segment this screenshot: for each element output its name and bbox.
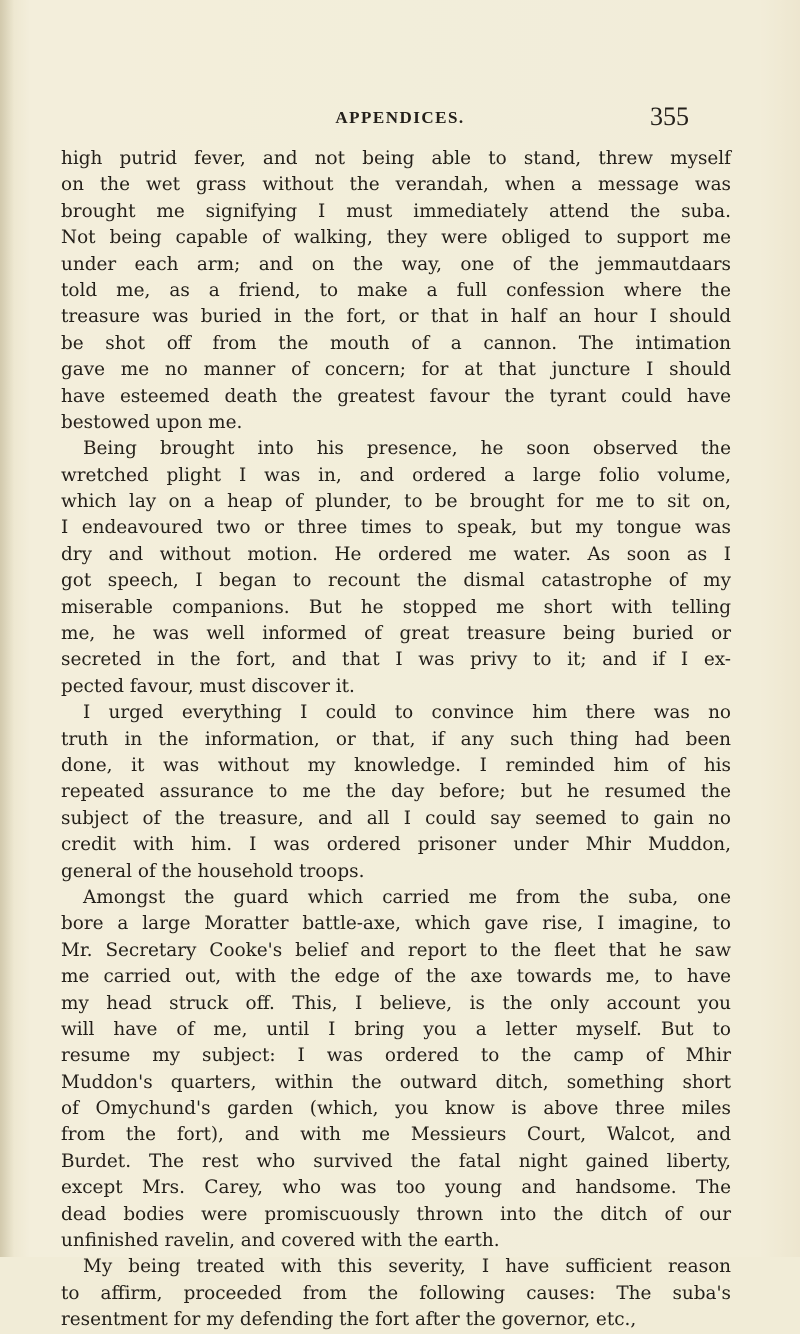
text-line: got speech, I began to recount the dismal catastrophe of my: [61, 570, 731, 592]
text-line: credit with him. I was ordered prisoner under Mhir Muddon,: [61, 834, 731, 856]
running-head: [0, 102, 800, 136]
text-line: except Mrs. Carey, who was too young and handsome. The: [61, 1177, 731, 1199]
text-line: general of the household troops.: [61, 860, 365, 882]
text-line: Muddon's quarters, within the outward ditch, something short: [61, 1071, 731, 1093]
text-line: from the fort), and with me Messieurs Court, Walcot, and: [61, 1124, 731, 1146]
text-line: me, he was well informed of great treasure being buried or: [61, 623, 731, 645]
text-line: under each arm; and on the way, one of the jemmautdaars: [61, 253, 731, 275]
text-line: I urged everything I could to convince him there was no: [83, 702, 731, 724]
text-line: I endeavoured two or three times to speak, but my tongue was: [61, 517, 731, 539]
text-line: dead bodies were promiscuously thrown into the ditch of our: [61, 1203, 731, 1225]
text-line: miserable companions. But he stopped me short with telling: [61, 596, 731, 618]
text-line: secreted in the fort, and that I was privy to it; and if I ex-: [61, 649, 731, 671]
text-line: resume my subject: I was ordered to the camp of Mhir: [61, 1045, 731, 1067]
text-line: my head struck off. This, I believe, is the only account you: [61, 992, 731, 1014]
text-line: repeated assurance to me the day before; but he resumed the: [61, 781, 731, 803]
text-line: treasure was buried in the fort, or that in half an hour I should: [61, 306, 731, 328]
text-line: which lay on a heap of plunder, to be brought for me to sit on,: [61, 491, 731, 513]
text-line: My being treated with this severity, I have sufficient reason: [83, 1256, 731, 1278]
text-line: bore a large Moratter battle-axe, which gave rise, I imagine, to: [61, 913, 731, 935]
text-line: be shot off from the mouth of a cannon. The intimation: [61, 332, 731, 354]
text-line: resentment for my defending the fort after the governor, etc.,: [61, 1309, 637, 1331]
text-line: Amongst the guard which carried me from the suba, one: [83, 886, 731, 908]
text-line: Not being capable of walking, they were obliged to support me: [61, 227, 731, 249]
text-line: brought me signifying I must immediately attend the suba.: [61, 200, 731, 222]
body-text: [61, 146, 731, 1334]
text-line: pected favour, must discover it.: [61, 675, 355, 697]
text-line: truth in the information, or that, if any such thing had been: [61, 728, 731, 750]
text-line: done, it was without my knowledge. I reminded him of his: [61, 754, 731, 776]
text-line: subject of the treasure, and all I could say seemed to gain no: [61, 807, 731, 829]
gutter-shadow: [0, 0, 14, 1257]
text-line: to affirm, proceeded from the following causes: The suba's: [61, 1282, 731, 1304]
text-line: dry and without motion. He ordered me water. As soon as I: [61, 543, 731, 565]
text-line: will have of me, until I bring you a letter myself. But to: [61, 1018, 731, 1040]
text-line: Mr. Secretary Cooke's belief and report to the fleet that he saw: [61, 939, 731, 961]
text-line: Being brought into his presence, he soon observed the: [83, 438, 731, 460]
text-line: have esteemed death the greatest favour the tyrant could have: [61, 385, 731, 407]
text-line: wretched plight I was in, and ordered a large folio volume,: [61, 464, 731, 486]
text-line: told me, as a friend, to make a full confession where the: [61, 279, 731, 301]
text-line: unfinished ravelin, and covered with the earth.: [61, 1230, 500, 1252]
text-line: gave me no manner of concern; for at that juncture I should: [61, 359, 731, 381]
text-line: on the wet grass without the verandah, when a message was: [61, 174, 731, 196]
text-line: Burdet. The rest who survived the fatal night gained liberty,: [61, 1150, 731, 1172]
text-line: of Omychund's garden (which, you know is above three miles: [61, 1098, 731, 1120]
text-line: high putrid fever, and not being able to stand, threw myself: [61, 148, 731, 169]
page-number: 355: [650, 102, 689, 131]
text-line: me carried out, with the edge of the axe towards me, to have: [61, 966, 731, 988]
running-title: APPENDICES.: [335, 108, 465, 127]
text-line: bestowed upon me.: [61, 411, 243, 433]
